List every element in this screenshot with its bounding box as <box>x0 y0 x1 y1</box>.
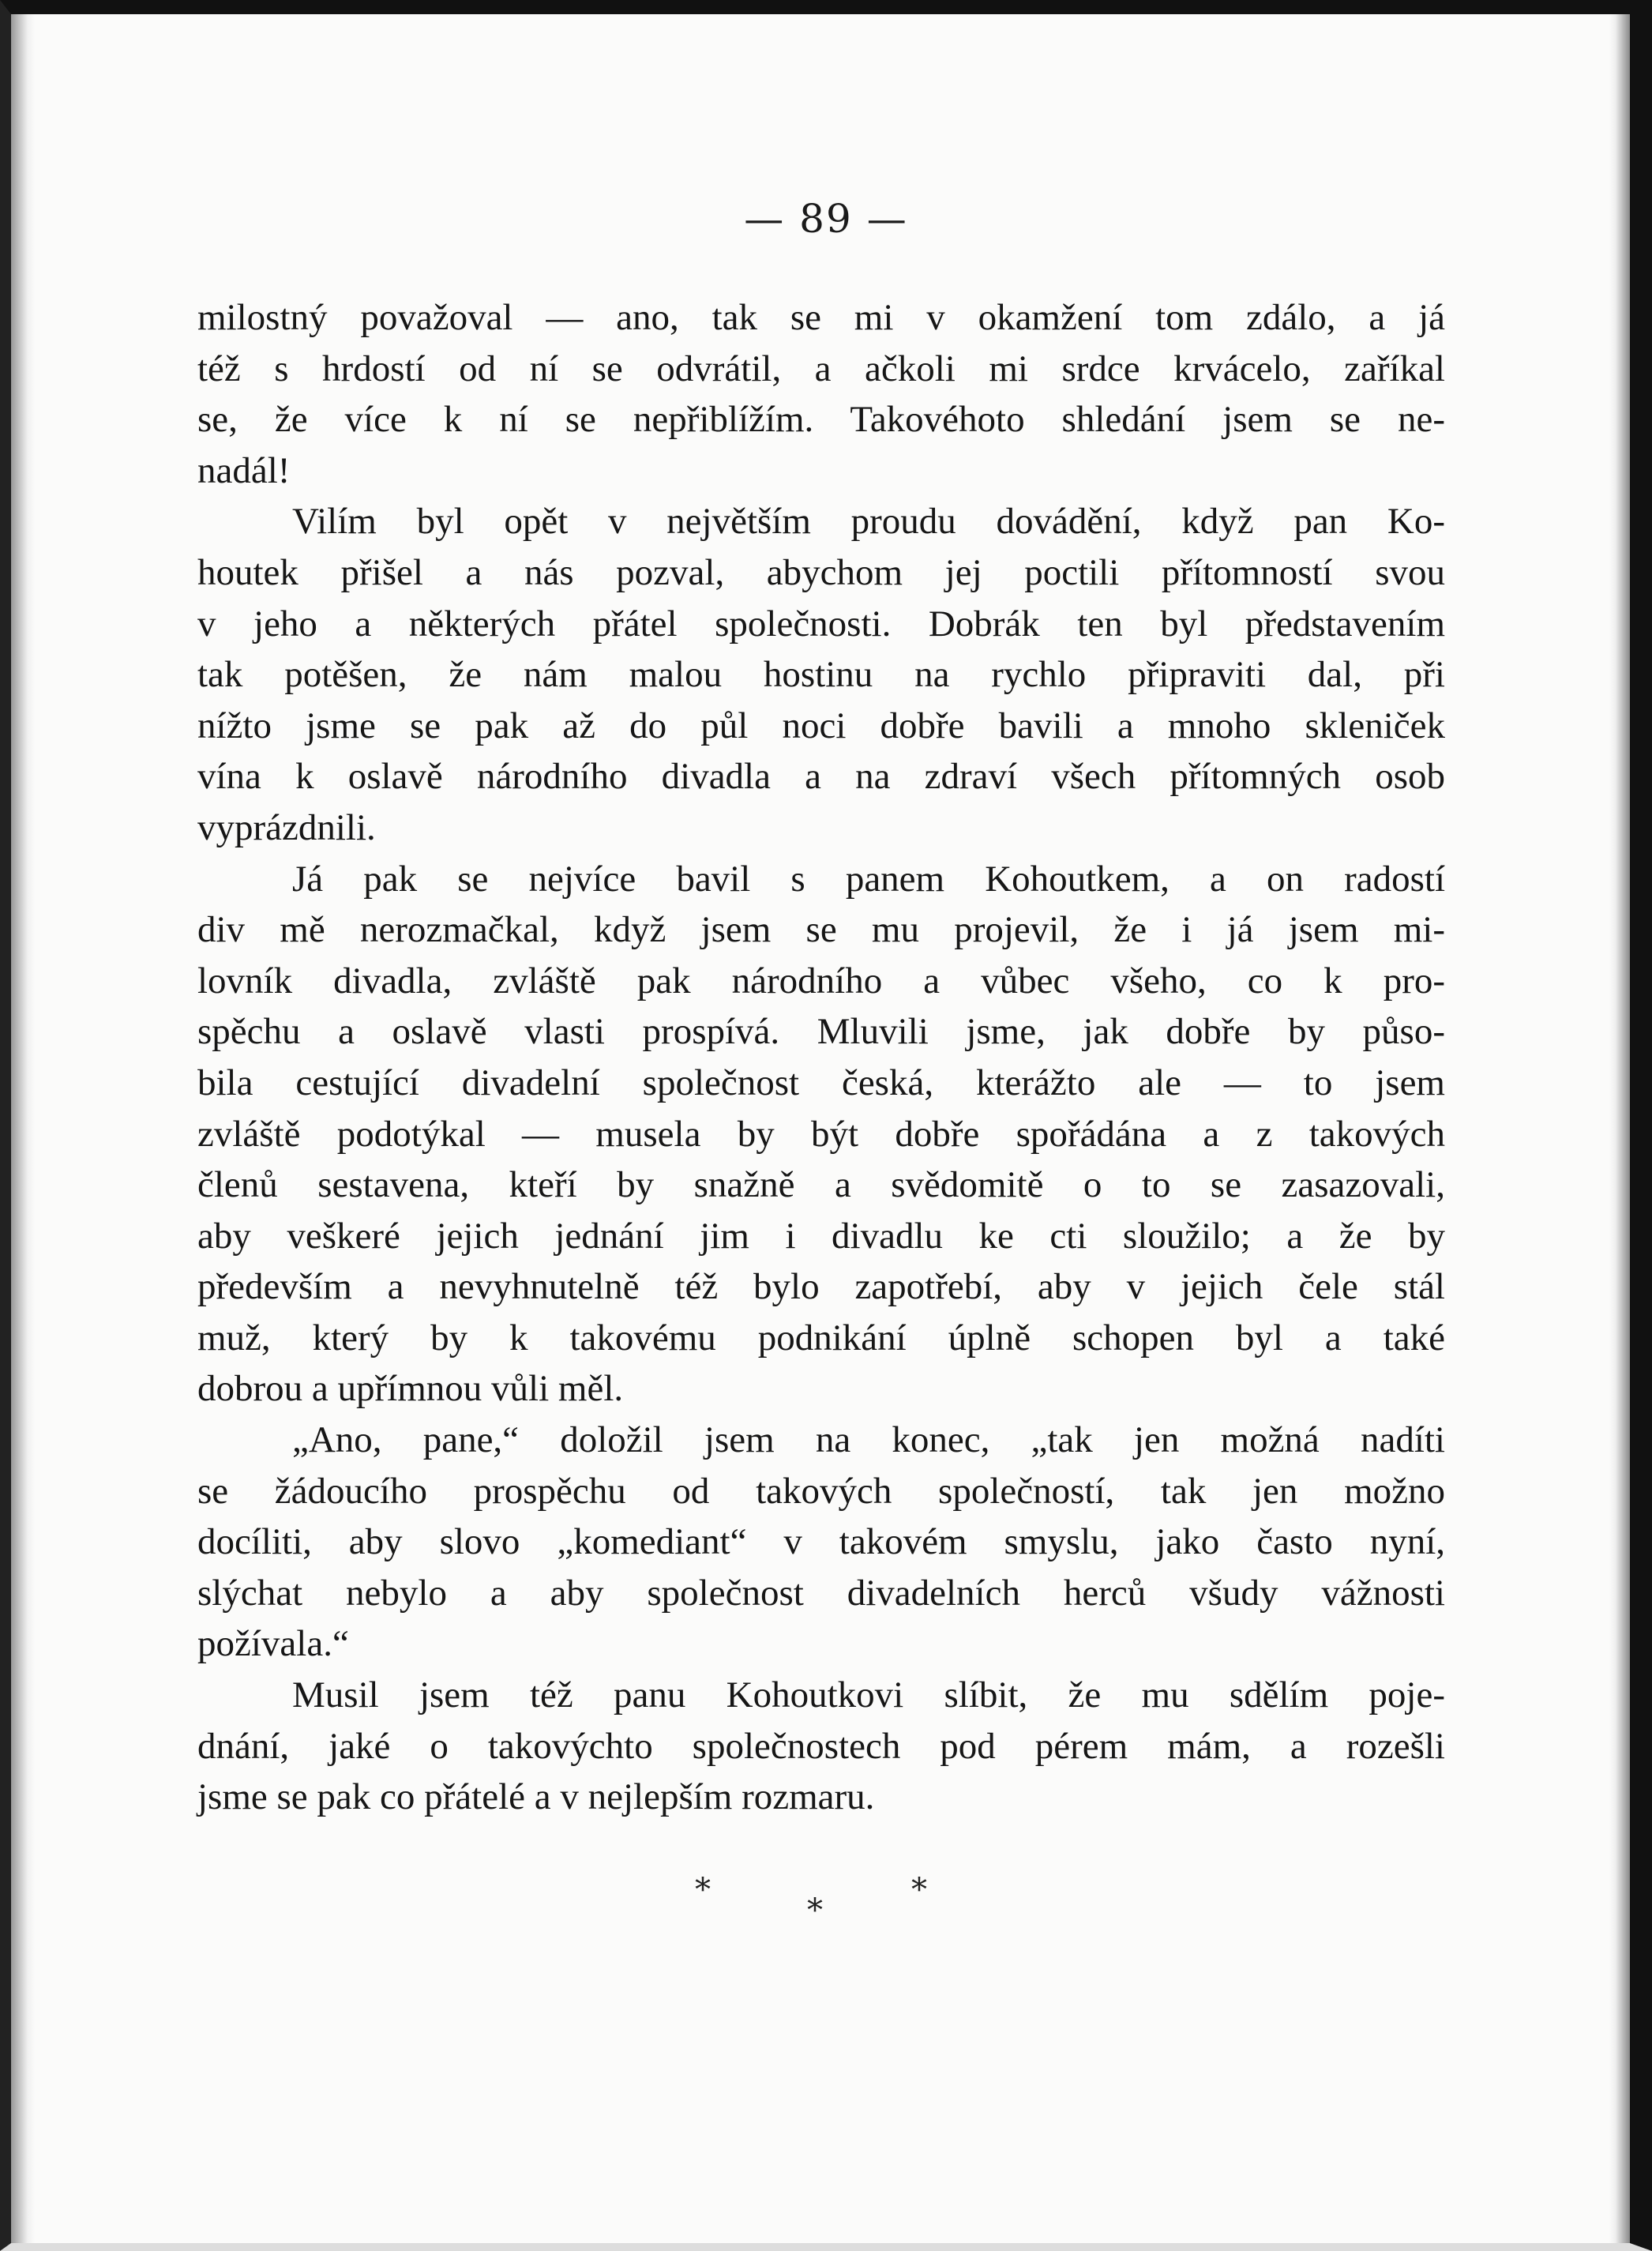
text-line: „Ano, pane,“ doložil jsem na konec, „tak jen možná nadíti <box>292 1419 1445 1461</box>
text-line: dnání, jaké o takovýchto společnostech pod pérem mám, a rozešli <box>197 1725 1445 1767</box>
text-line: vína k oslavě národního divadla a na zdraví všech přítomných osob <box>197 756 1445 798</box>
text-line: dobrou a upřímnou vůli měl. <box>197 1368 624 1410</box>
text-line: jsme se pak co přátelé a v nejlepším rozmaru. <box>197 1776 875 1818</box>
text-line: Já pak se nejvíce bavil s panem Kohoutkem, a on radostí <box>292 858 1445 900</box>
text-line: zvláště podotýkal — musela by být dobře spořádána a z takových <box>197 1113 1445 1155</box>
text-line: v jeho a některých přátel společnosti. Dobrák ten byl představením <box>197 603 1445 644</box>
text-line: muž, který by k takovému podnikání úplně schopen byl a také <box>197 1317 1445 1358</box>
text-line: slýchat nebylo a aby společnost divadelních herců všudy vážnosti <box>197 1572 1445 1614</box>
text-line: aby veškeré jejich jednání jim i divadlu ke cti sloužilo; a že by <box>197 1215 1445 1257</box>
binding-shadow-left <box>11 14 35 2243</box>
text-line: vyprázdnili. <box>197 806 376 848</box>
page-number: — 89 — <box>744 196 908 242</box>
text-line: Vilím byl opět v největším proudu dovádění, když pan Ko- <box>292 501 1445 543</box>
text-line: bila cestující divadelní společnost česká, kterážto ale — to jsem <box>197 1062 1445 1103</box>
text-line: nadál! <box>197 449 291 491</box>
text-line: se, že více k ní se nepřiblížím. Takovéhoto shledání jsem se ne- <box>197 399 1445 441</box>
text-line: členů sestavena, kteří by snažně a svědomitě o to se zasazovali, <box>197 1164 1445 1206</box>
text-line: Musil jsem též panu Kohoutkovi slíbit, že mu sdělím poje- <box>292 1674 1445 1716</box>
asterisk: * <box>807 1892 823 1929</box>
text-line: milostný považoval — ano, tak se mi v okamžení tom zdálo, a já <box>197 297 1445 338</box>
text-line: se žádoucího prospěchu od takových společností, tak jen možno <box>197 1470 1445 1512</box>
text-line: především a nevyhnutelně též bylo zapotřebí, aby v jejich čele stál <box>197 1266 1445 1308</box>
section-break-asterism <box>671 1872 940 1943</box>
text-line: houtek přišel a nás pozval, abychom jej poctili přítomností svou <box>197 551 1445 593</box>
text-line: spěchu a oslavě vlasti prospívá. Mluvili jsme, jak dobře by půso- <box>197 1011 1445 1053</box>
edge-shadow-right <box>1609 14 1630 2243</box>
text-line: tak potěšen, že nám malou hostinu na rychlo připraviti dal, při <box>197 654 1445 696</box>
text-line: div mě nerozmačkal, když jsem se mu projevil, že i já jsem mi- <box>197 909 1445 951</box>
text-line: lovník divadla, zvláště pak národního a vůbec všeho, co k pro- <box>197 960 1445 1001</box>
body-text <box>197 292 1445 1823</box>
text-line: požívala.“ <box>197 1623 349 1665</box>
asterisk: * <box>695 1872 711 1908</box>
text-line: též s hrdostí od ní se odvrátil, a ačkoli mi srdce krvácelo, zaříkal <box>197 348 1445 389</box>
text-line: nížto jsme se pak až do půl noci dobře bavili a mnoho skleniček <box>197 705 1445 746</box>
asterisk: * <box>911 1872 927 1908</box>
text-line: docíliti, aby slovo „komediant“ v takovém smyslu, jako často nyní, <box>197 1521 1445 1563</box>
